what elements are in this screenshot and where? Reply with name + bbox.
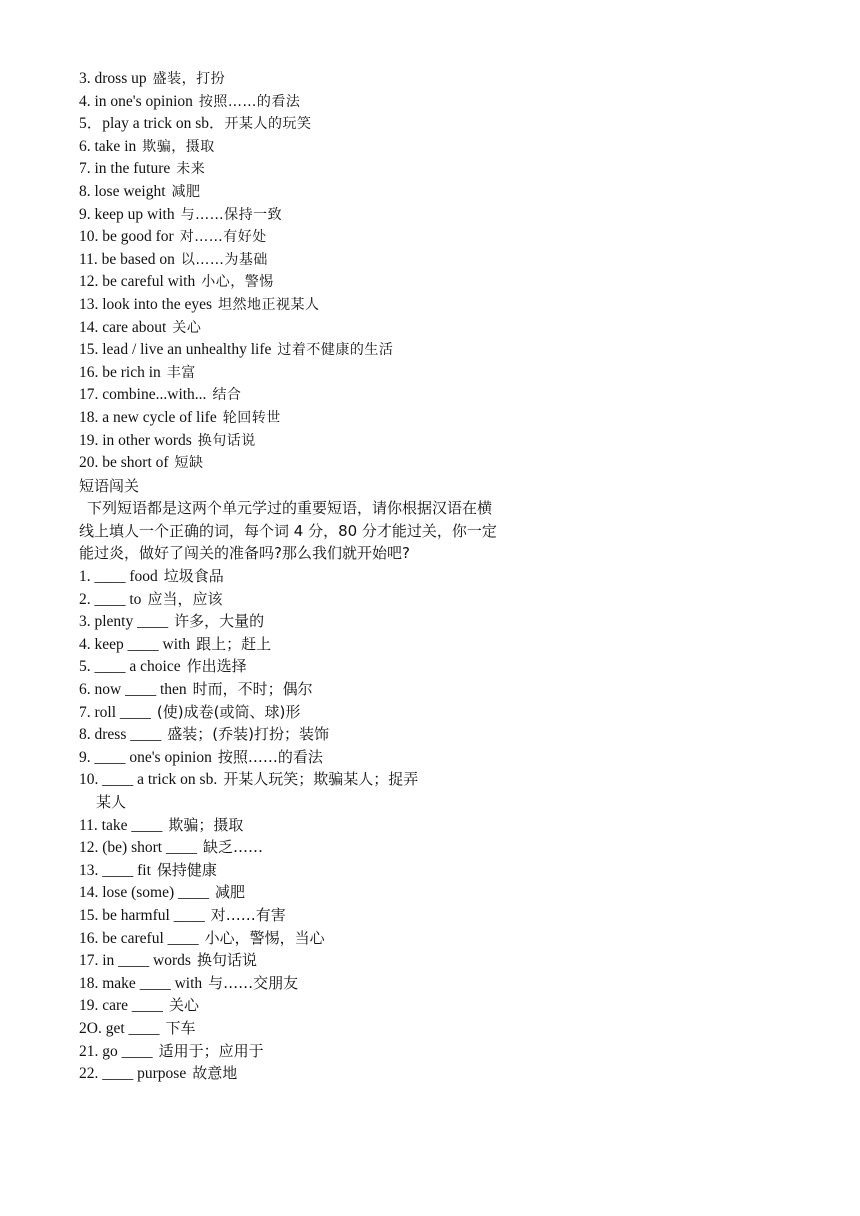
phrase-item: 11. be based on 以……为基础 [79, 250, 268, 268]
quiz-item: 4. keep ____ with 跟上；赶上 [79, 634, 272, 653]
phrase-item: 18. a new cycle of life 轮回转世 [79, 408, 281, 426]
section-title: 短语闯关 [79, 476, 140, 495]
phrase-item: 6. take in 欺骗，摄取 [79, 137, 215, 155]
quiz-item: 13. ____ fit 保持健康 [79, 860, 217, 879]
quiz-item: 9. ____ one's opinion 按照……的看法 [79, 747, 323, 766]
phrase-item: 15. lead / live an unhealthy life 过着不健康的生活 [79, 341, 394, 359]
document-page [79, 68, 509, 1085]
phrase-item: 13. look into the eyes 坦然地正视某人 [79, 295, 320, 313]
phrase-item: 8. lose weight 减肥 [79, 182, 201, 200]
quiz-item: 14. lose (some) ____ 减肥 [79, 883, 246, 902]
quiz-item: 2O. get ____ 下车 [79, 1018, 196, 1037]
quiz-item: 12. (be) short ____ 缺乏…… [79, 838, 263, 857]
phrase-list [79, 68, 509, 475]
quiz-item: 1. ____ food 垃圾食品 [79, 567, 224, 586]
phrase-item: 20. be short of 短缺 [79, 454, 204, 472]
quiz-item: 22. ____ purpose 故意地 [79, 1064, 238, 1083]
quiz-item: 8. dress ____ 盛装；(乔装)打扮；装饰 [79, 725, 329, 744]
quiz-item: 15. be harmful ____ 对……有害 [79, 905, 286, 924]
phrase-item: 14. care about 关心 [79, 318, 202, 336]
quiz-item: 3. plenty ____ 许多，大量的 [79, 612, 265, 631]
phrase-item: 5．play a trick on sb．开某人的玩笑 [79, 115, 312, 133]
phrase-item: 7. in the future 未来 [79, 160, 206, 178]
phrase-item: 3. dross up 盛装，打扮 [79, 70, 226, 87]
quiz-item: 2. ____ to 应当，应该 [79, 589, 223, 608]
quiz-item: 6. now ____ then 时而，不时；偶尔 [79, 680, 313, 699]
quiz-item: 16. be careful ____ 小心，警惕，当心 [79, 928, 325, 947]
phrase-item: 9. keep up with 与……保持一致 [79, 205, 283, 223]
quiz-list [79, 565, 509, 1085]
quiz-item: 10. ____ a trick on sb. 开某人玩笑；欺骗某人；捉弄 [79, 770, 419, 789]
phrase-item: 12. be careful with 小心，警惕 [79, 273, 274, 291]
quiz-item: 5. ____ a choice 作出选择 [79, 657, 247, 676]
phrase-item: 10. be good for 对……有好处 [79, 228, 267, 246]
quiz-item-continuation: 某人 [96, 793, 127, 811]
quiz-item: 19. care ____ 关心 [79, 996, 199, 1015]
quiz-item: 21. go ____ 适用于；应用于 [79, 1041, 264, 1060]
phrase-item: 17. combine...with... 结合 [79, 386, 242, 404]
quiz-item: 17. in ____ words 换句话说 [79, 951, 257, 970]
phrase-item: 19. in other words 换句话说 [79, 431, 256, 449]
quiz-item: 18. make ____ with 与……交朋友 [79, 973, 299, 992]
phrase-item: 16. be rich in 丰富 [79, 363, 196, 381]
quiz-item: 11. take ____ 欺骗；摄取 [79, 815, 244, 834]
intro-paragraph: 下列短语都是这两个单元学过的重要短语，请你根据汉语在横线上填人一个正确的词，每个词 4 分，80 分才能过关，你一定能过炎，做好了闯关的准备吗?那么我们就开始吧? [79, 499, 497, 563]
phrase-item: 4. in one's opinion 按照……的看法 [79, 92, 301, 110]
quiz-item: 7. roll ____ (使)成卷(或筒、球)形 [79, 702, 301, 721]
